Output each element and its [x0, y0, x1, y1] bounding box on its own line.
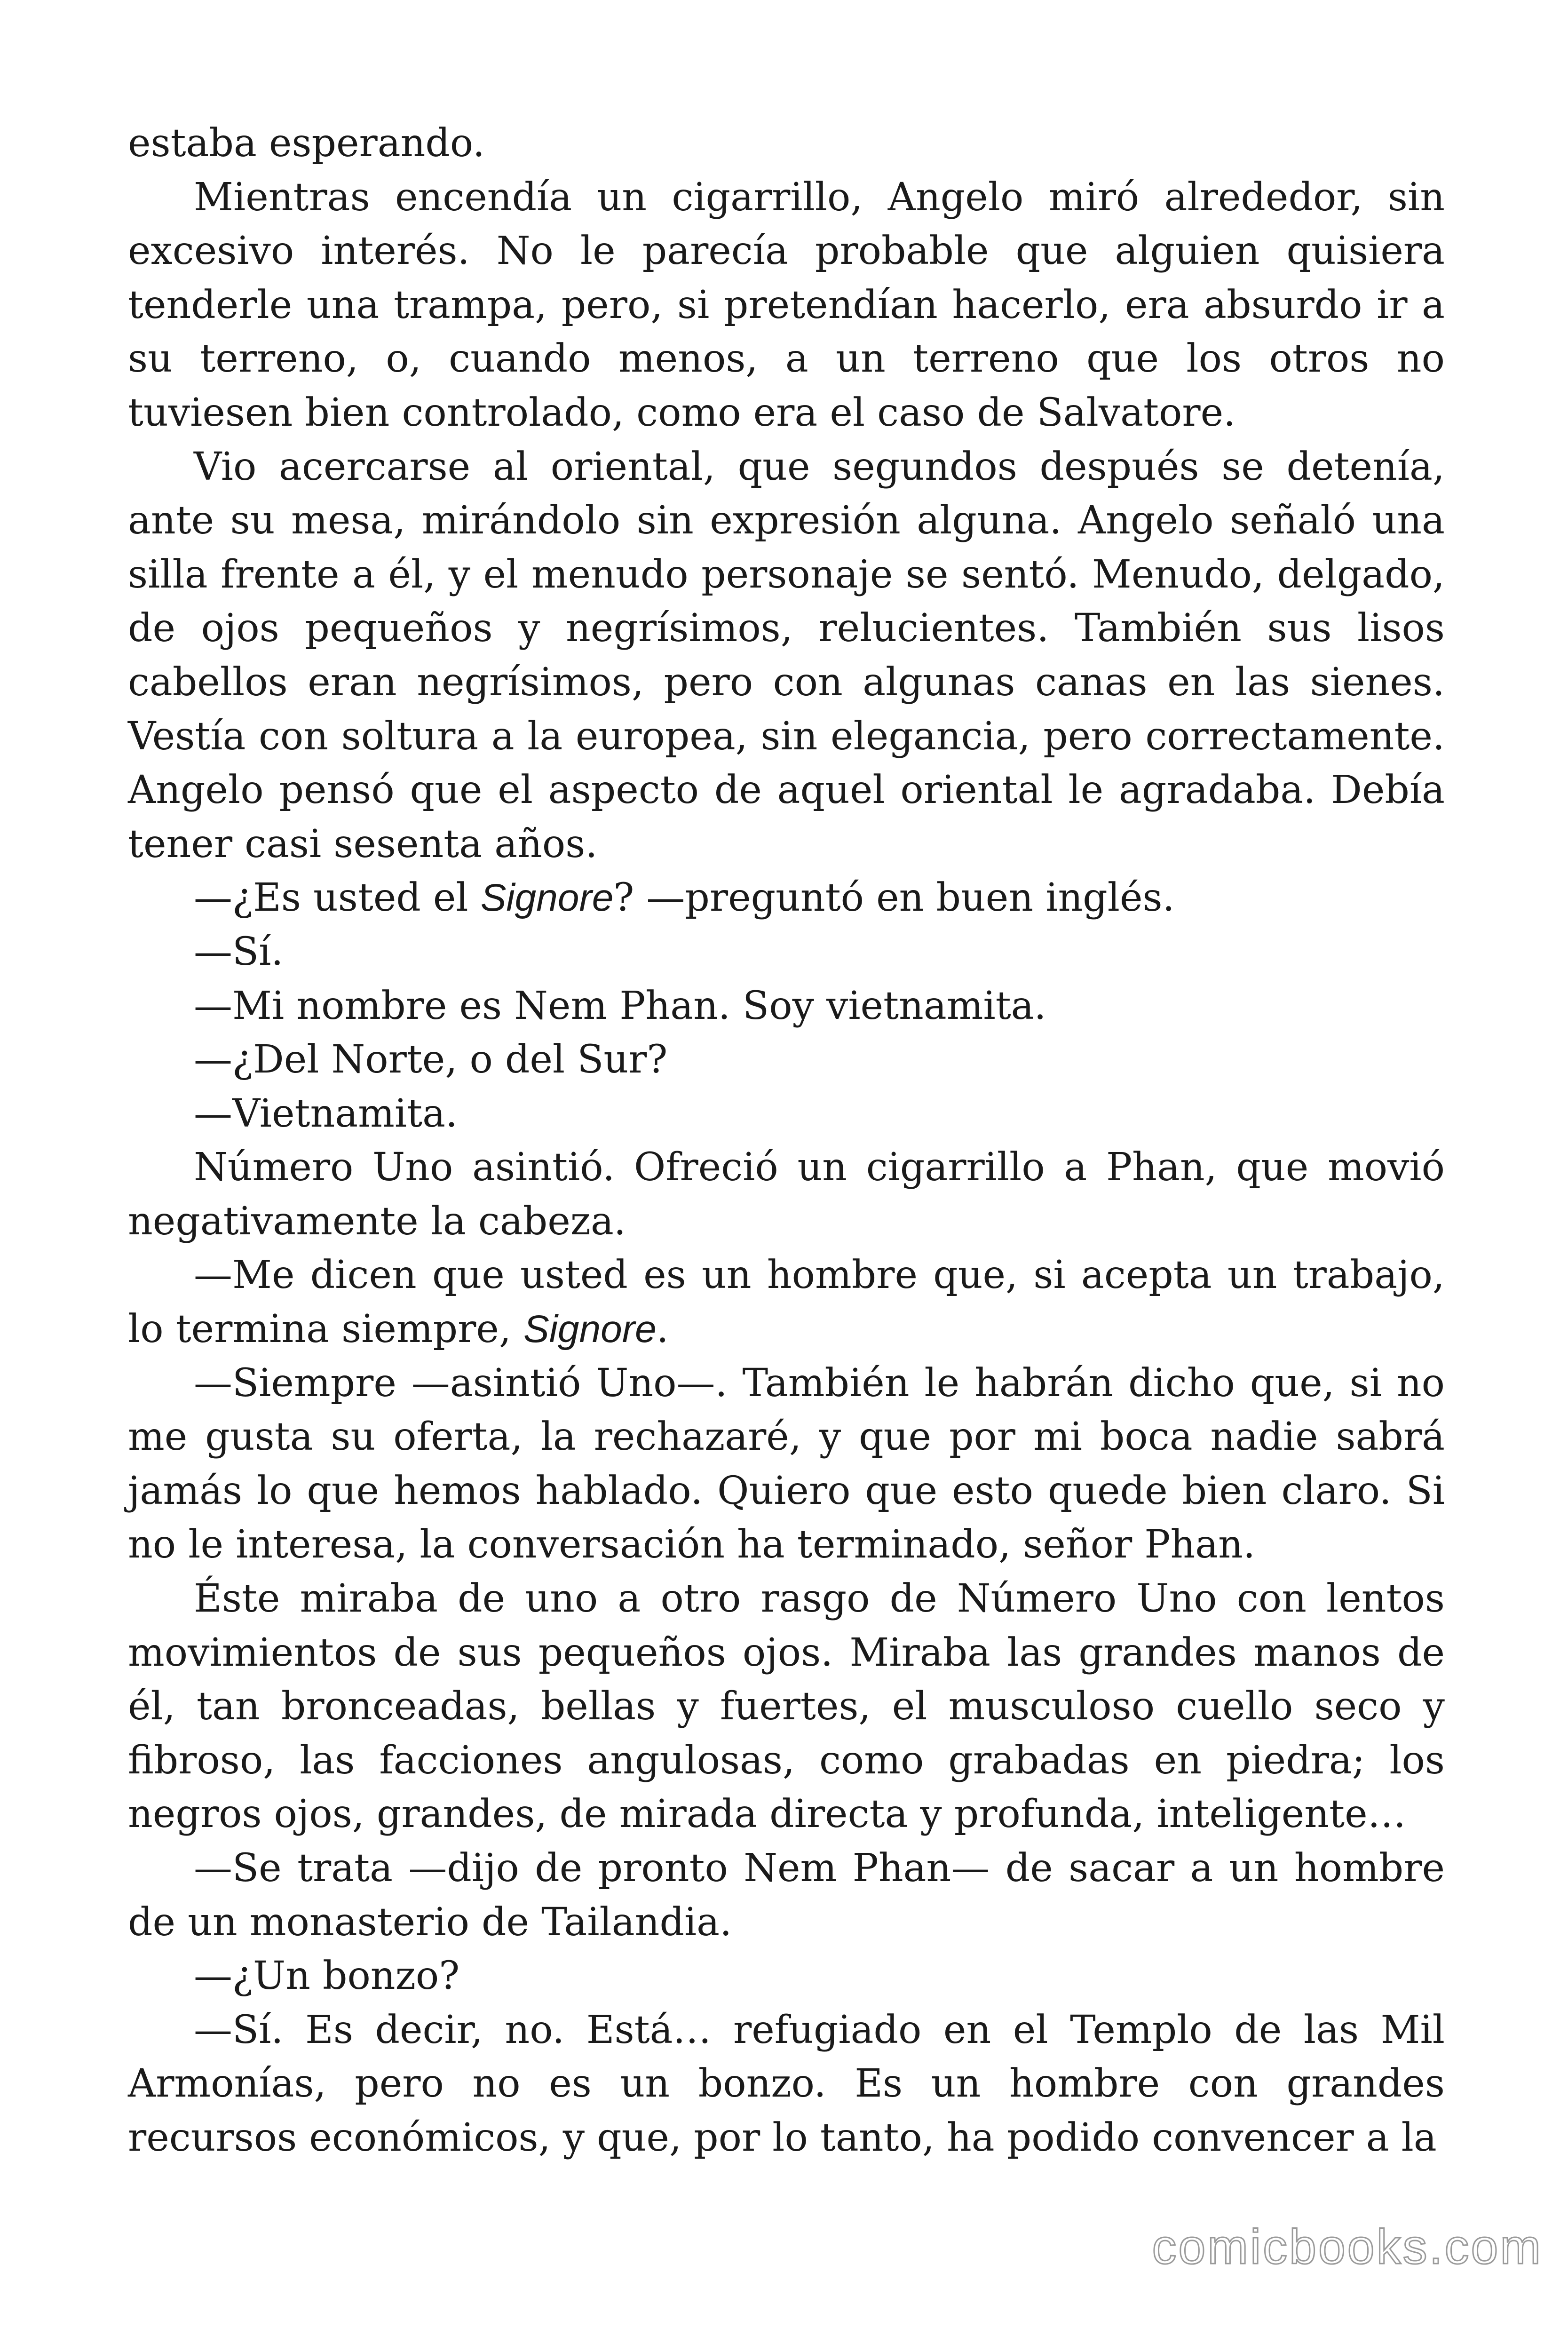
text-run: —¿Es usted el [194, 875, 481, 921]
dialogue-line: —Sí. Es decir, no. Está… refugiado en el Templo de las Mil Armonías, pero no es un bonzo. Es un hombre con grandes recursos económicos, y que, por lo tanto, ha podido convencer a la [128, 2007, 1445, 2160]
dialogue-line [128, 871, 1445, 925]
dialogue-line: —Siempre —asintió Uno—. También le habrán dicho que, si no me gusta su oferta, la rechazaré, y que por mi boca nadie sabrá jamás lo que hemos hablado. Quiero que esto quede bien claro. Si no le interesa, la conversación ha terminado, señor Phan. [128, 1360, 1445, 1567]
watermark: comicbooks.com [1152, 2220, 1543, 2274]
text-run: . [656, 1307, 669, 1352]
dialogue-line: —Sí. [194, 929, 284, 974]
page-text [128, 117, 1445, 2165]
paragraph: Mientras encendía un cigarrillo, Angelo miró alrededor, sin excesivo interés. No le parecía probable que alguien quisiera tenderle una trampa, pero, si pretendían hacerlo, era absurdo ir a su terreno, o, cuando menos, a un terreno que los otros no tuviesen bien controlado, como era el caso de Salvatore. [128, 175, 1445, 435]
emphasis: Signore [480, 876, 614, 920]
paragraph: estaba esperando. [128, 121, 485, 166]
paragraph: Éste miraba de uno a otro rasgo de Número Uno con lentos movimientos de sus pequeños ojos. Miraba las grandes manos de él, tan bronceadas, bellas y fuertes, el musculoso cuello seco y fibroso, las facciones angulosas, como grabadas en piedra; los negros ojos, grandes, de mirada directa y profunda, inteligente… [128, 1576, 1445, 1837]
dialogue-line: —Se trata —dijo de pronto Nem Phan— de sacar a un hombre de un monasterio de Tailandia. [128, 1846, 1445, 1945]
paragraph: Vio acercarse al oriental, que segundos después se detenía, ante su mesa, mirándolo sin expresión alguna. Angelo señaló una silla frente a él, y el menudo personaje se sentó. Menudo, delgado, de ojos pequeños y negrísimos, relucientes. También sus lisos cabellos eran negrísimos, pero con algunas canas en las sienes. Vestía con soltura a la europea, sin elegancia, pero correctamente. Angelo pensó que el aspecto de aquel oriental le agradaba. Debía tener casi sesenta años. [128, 444, 1445, 866]
emphasis: Signore [523, 1308, 657, 1351]
dialogue-line [128, 1248, 1445, 1356]
dialogue-line: —Vietnamita. [194, 1091, 458, 1136]
dialogue-line: —¿Un bonzo? [194, 1954, 460, 1999]
text-run: ? —preguntó en buen inglés. [613, 875, 1175, 921]
dialogue-line: —¿Del Norte, o del Sur? [194, 1037, 668, 1082]
paragraph: Número Uno asintió. Ofreció un cigarrillo a Phan, que movió negativamente la cabeza. [128, 1145, 1445, 1244]
text-run: —Me dicen que usted es un hombre que, si acepta un trabajo, lo termina siempre, [128, 1253, 1445, 1352]
dialogue-line: —Mi nombre es Nem Phan. Soy vietnamita. [194, 983, 1046, 1028]
